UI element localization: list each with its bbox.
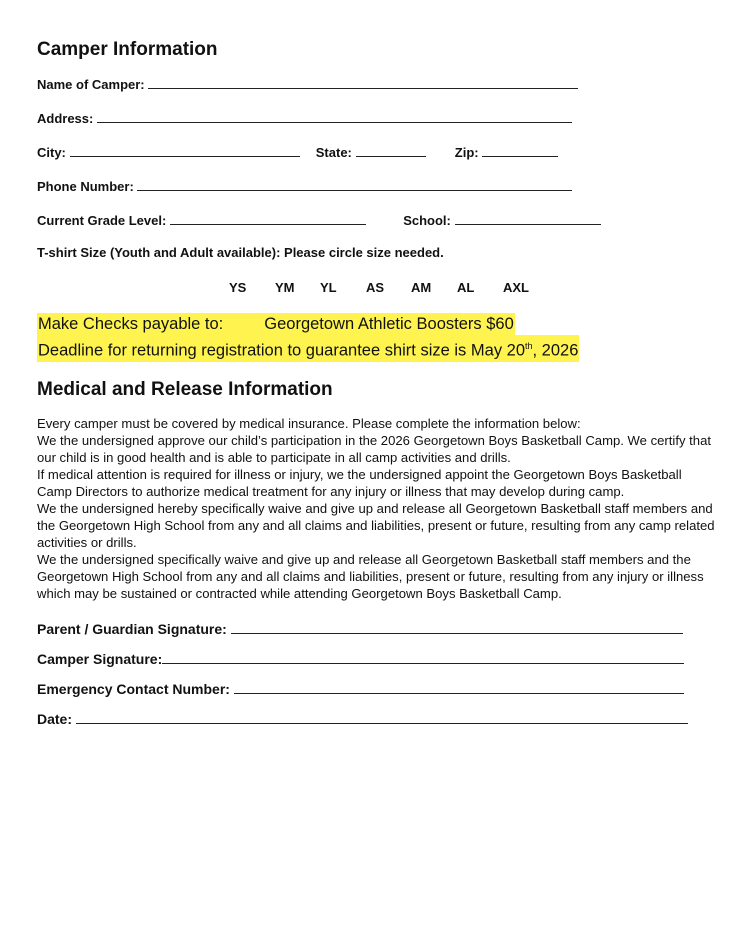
deadline-line xyxy=(37,335,579,362)
parent-signature-row xyxy=(37,620,683,637)
date-label: Date: xyxy=(37,711,73,727)
camper-info-heading: Camper Information xyxy=(37,39,218,60)
school-field[interactable] xyxy=(455,211,601,225)
parent-signature-label: Parent / Guardian Signature: xyxy=(37,621,227,637)
size-option[interactable]: AL xyxy=(457,280,475,295)
size-option[interactable]: AS xyxy=(366,280,385,295)
address-label: Address: xyxy=(37,111,94,126)
zip-label: Zip: xyxy=(454,145,479,160)
size-option[interactable]: AM xyxy=(411,280,432,295)
checks-label: Make Checks payable to: xyxy=(38,315,224,333)
emergency-contact-field[interactable] xyxy=(234,680,684,694)
phone-row xyxy=(37,177,572,194)
deadline-year: , 2026 xyxy=(532,341,579,360)
phone-label: Phone Number: xyxy=(37,179,134,194)
city-state-zip-row xyxy=(37,143,558,160)
release-paragraph: We the undersigned approve our child’s participation in the 2026 Georgetown Boys Basketball Camp. We certify that our child is in good health and is able to participate in all camp activities and drills. xyxy=(37,433,711,465)
camper-name-field[interactable] xyxy=(148,75,578,89)
camper-name-label: Name of Camper: xyxy=(37,77,145,92)
deadline-sup: th xyxy=(525,341,533,351)
parent-signature-field[interactable] xyxy=(231,620,683,634)
city-label: City: xyxy=(37,145,66,160)
payee: Georgetown Athletic Boosters $60 xyxy=(264,315,514,333)
zip-field[interactable] xyxy=(482,143,558,157)
grade-school-row xyxy=(37,211,601,228)
date-field[interactable] xyxy=(76,710,688,724)
release-paragraph: We the undersigned hereby specifically waive and give up and release all Georgetown Basketball staff members and the Georgetown High School from any and all claims and liabilities, present or future, resulting from any camp related activities or drills. xyxy=(37,501,715,550)
release-paragraph: We the undersigned specifically waive and give up and release all Georgetown Basketball staff members and the Georgetown High School from any and all claims and liabilities, present or future, resulting from any injury or illness which may be sustained or contracted while attending Georgetown Boys Basketball Camp. xyxy=(37,552,704,601)
city-field[interactable] xyxy=(70,143,300,157)
tshirt-label: T-shirt Size (Youth and Adult available): Please circle size needed. xyxy=(37,245,444,260)
emergency-contact-row xyxy=(37,680,684,697)
medical-heading: Medical and Release Information xyxy=(37,379,333,400)
camper-name-row xyxy=(37,75,578,92)
payment-highlight xyxy=(37,313,579,362)
address-row xyxy=(37,109,572,126)
state-label: State: xyxy=(315,145,352,160)
size-option[interactable]: YL xyxy=(320,280,337,295)
grade-label: Current Grade Level: xyxy=(37,213,167,228)
emergency-contact-label: Emergency Contact Number: xyxy=(37,681,230,697)
release-paragraph: If medical attention is required for illness or injury, we the undersigned appoint the Georgetown Boys Basketball Camp Directors to authorize medical treatment for any injury or illness that may develop during camp. xyxy=(37,467,682,499)
school-label: School: xyxy=(403,213,451,228)
address-field[interactable] xyxy=(97,109,572,123)
phone-field[interactable] xyxy=(137,177,572,191)
size-option[interactable]: YS xyxy=(229,280,247,295)
size-option[interactable]: YM xyxy=(275,280,295,295)
checks-line xyxy=(37,313,515,335)
camper-signature-label: Camper Signature: xyxy=(37,651,163,667)
grade-field[interactable] xyxy=(170,211,366,225)
camper-signature-row xyxy=(37,650,684,667)
camper-signature-field[interactable] xyxy=(162,650,684,664)
medical-release-text xyxy=(37,415,717,602)
deadline-text: Deadline for returning registration to guarantee shirt size is May 20 xyxy=(38,341,525,360)
size-option[interactable]: AXL xyxy=(503,280,529,295)
release-paragraph: Every camper must be covered by medical insurance. Please complete the information below: xyxy=(37,416,581,431)
date-row xyxy=(37,710,688,727)
state-field[interactable] xyxy=(356,143,426,157)
